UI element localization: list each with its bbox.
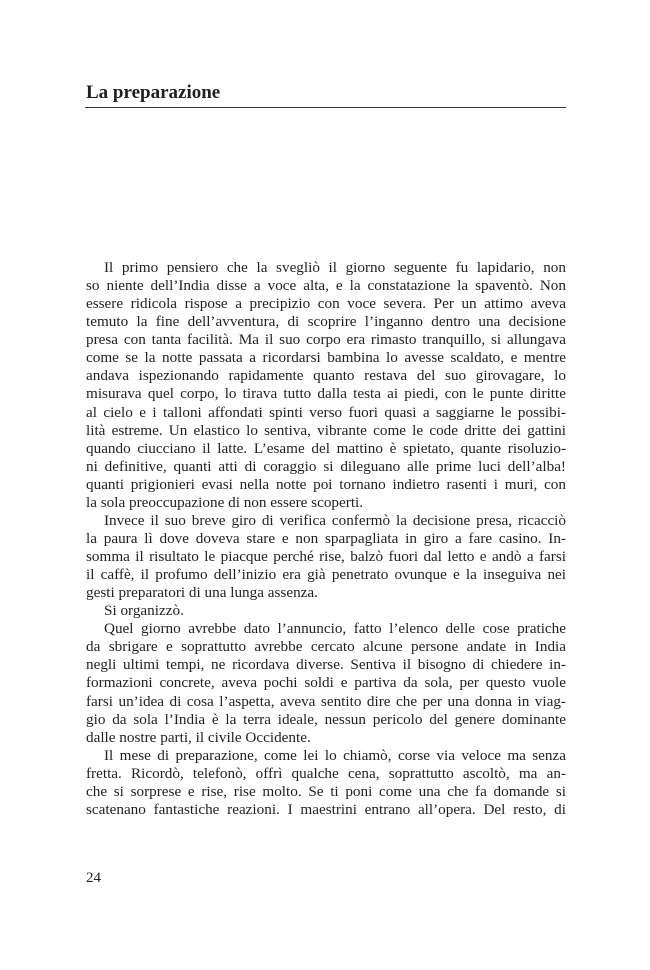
text-line: dalle nostre parti, il civile Occidente. — [86, 728, 311, 746]
paragraph — [86, 747, 566, 819]
text-line: al cielo e i talloni affondati spinti verso fuori quasi a saggiarne le possibi- — [86, 403, 566, 421]
text-line: la sola preoccupazione di non essere scoperti. — [86, 493, 364, 511]
paragraph — [86, 512, 566, 602]
paragraph — [86, 259, 566, 512]
text-line: Si organizzò. — [104, 602, 184, 620]
text-line: somma il risultato le piacque perché rise, balzò fuori dal letto e andò a farsi — [86, 548, 566, 565]
text-line: andava ispezionando rapidamente quanto restava del suo girovagare, lo — [86, 367, 566, 385]
text-line: temuto la fine dell’avventura, di scoprire l’inganno dentro una decisione — [86, 313, 566, 331]
text-line: quanti prigionieri evasi nella notte poi tornano indietro rasenti i muri, con — [86, 475, 566, 493]
text-line: Il primo pensiero che la svegliò il giorno seguente fu lapidario, non — [104, 259, 566, 276]
text-line: Invece il suo breve giro di verifica confermò la decisione presa, ricacciò — [104, 511, 566, 529]
text-line: formazioni concrete, aveva pochi soldi e partiva da sola, per questo vuole — [86, 674, 566, 692]
body-text — [86, 259, 566, 819]
text-line: gesti preparatori di una lunga assenza. — [86, 584, 318, 602]
text-line: essere ridicola rispose a precipizio con voce severa. Per un attimo aveva — [86, 295, 566, 313]
paragraph — [86, 602, 566, 620]
text-line: ni definitive, quanti atti di coraggio si dileguano alle prime luci dell’alba! — [86, 457, 566, 475]
text-line: da sbrigare e soprattutto avrebbe cercato alcune persone andate in India — [86, 638, 566, 656]
text-line: quando ciucciano il latte. L’esame del mattino è spietato, quante risoluzio- — [86, 439, 566, 457]
chapter-heading: La preparazione — [86, 82, 221, 103]
paragraph — [86, 620, 566, 746]
text-line: misurava quel corpo, lo tirava tutto dalla testa ai piedi, con le punte diritte — [86, 385, 566, 403]
page-number: 24 — [86, 870, 101, 886]
text-line: Quel giorno avrebbe dato l’annuncio, fatto l’elenco delle cose pratiche — [104, 620, 566, 638]
text-line: fretta. Ricordò, telefonò, offrì qualche cena, soprattutto ascoltò, ma an- — [86, 764, 566, 782]
text-line: farsi un’idea di cosa l’aspetta, aveva sentito dire che per una donna in viag- — [86, 692, 566, 710]
text-line: come se la notte passata a ricordarsi bambina lo avesse scaldato, e mentre — [86, 349, 566, 367]
text-line: lità estreme. Un elastico lo sentiva, vibrante come le code dritte dei gattini — [86, 421, 566, 439]
heading-rule — [85, 107, 566, 108]
text-line: so niente dell’India disse a voce alta, e la constatazione la spaventò. Non — [86, 277, 566, 295]
text-line: scatenano fantastiche reazioni. I maestrini entrano all’opera. Del resto, di — [86, 800, 566, 818]
text-line: presa con tanta facilità. Ma il suo corpo era rimasto tranquillo, si allungava — [86, 331, 566, 349]
text-line: la paura lì dove doveva stare e non sparpagliata in giro a fare casino. In- — [86, 529, 566, 547]
text-line: Il mese di preparazione, come lei lo chiamò, corse via veloce ma senza — [104, 746, 566, 764]
text-line: che si sorprese e rise, rise molto. Se ti poni come una che fa domande si — [86, 782, 566, 800]
text-line: il caffè, il profumo dell’inizio era già penetrato ovunque e la inseguiva nei — [86, 566, 566, 584]
text-line: gio da sola l’India è la terra ideale, nessun pericolo del genere dominante — [86, 710, 566, 728]
text-line: negli ultimi tempi, ne ricordava diverse. Sentiva il bisogno di chiedere in- — [86, 656, 566, 674]
